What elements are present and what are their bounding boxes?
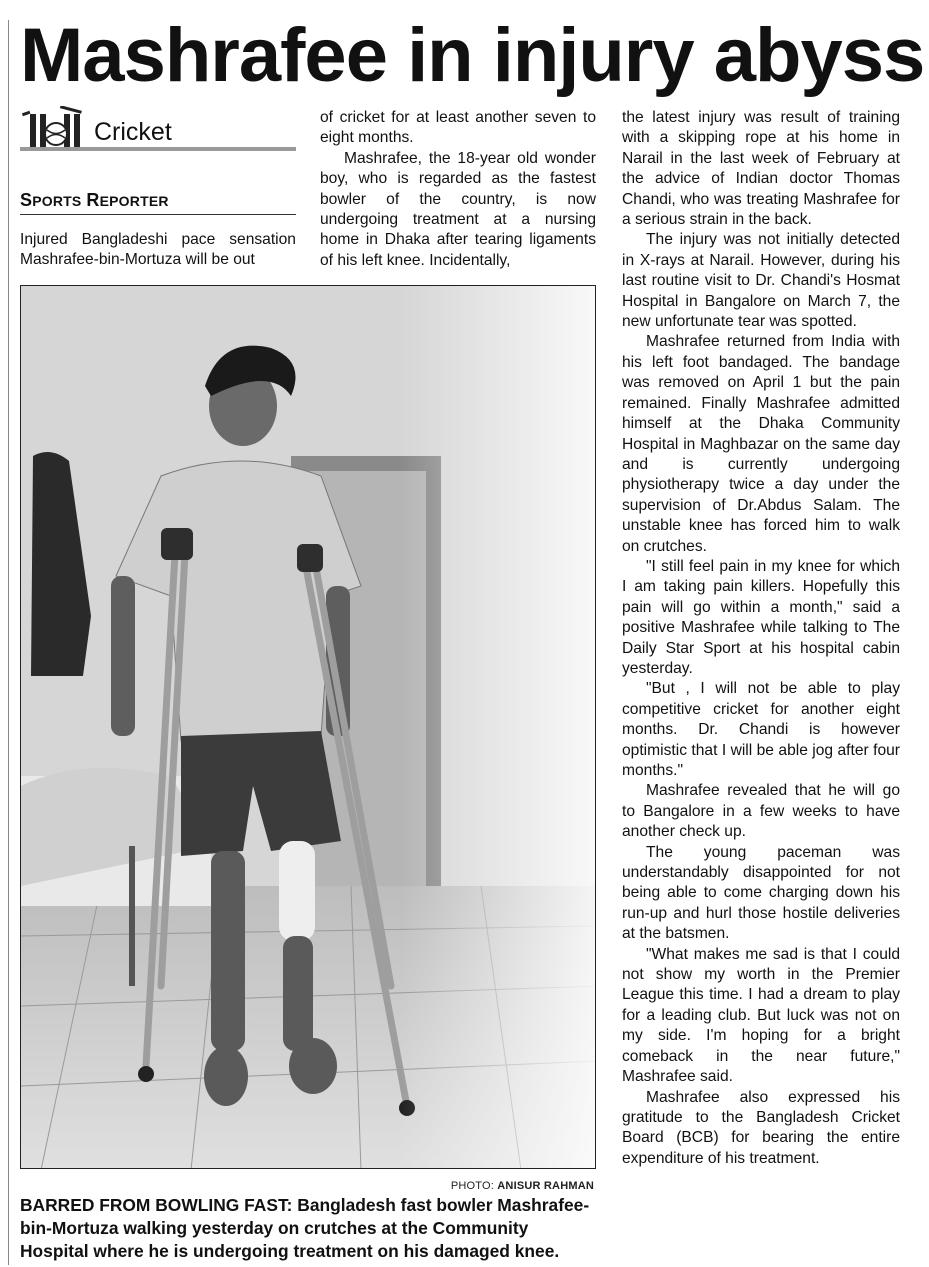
section-tag: [20, 106, 296, 152]
paragraph-5: "I still feel pain in my knee for which I am taking pain killers. Hopefully this pain will go within a month," said a positive Mashrafee while talking to The Daily Star Sport at his hospital cabin yesterday.: [622, 557, 900, 677]
column-3: [622, 108, 900, 1169]
cricket-logo-icon: [20, 106, 90, 150]
paragraph-8: The young paceman was understandably disappointed for not being able to come charging down his run-up and hurl those hostile deliveries at the batsmen.: [622, 843, 900, 943]
paragraph-2-continued: the latest injury was result of training with a skipping rope at his home in Narail in the last week of February at the advice of Indian doctor Thomas Chandi, who was treating Mashrafee for a serious strain in the back.: [622, 109, 900, 229]
section-rule: [20, 147, 296, 151]
byline-rest-2: EPORTER: [99, 193, 169, 209]
photo-caption: BARRED FROM BOWLING FAST: Bangladesh fast bowler Mashrafee-bin-Mortuza walking yesterday on crutches at the Community Hospital where he is undergoing treatment on his damaged knee.: [20, 1195, 590, 1261]
byline-initial-2: R: [86, 190, 100, 210]
byline-rule: [20, 214, 296, 215]
paragraph-4: Mashrafee returned from India with his left foot bandaged. The bandage was removed on April 1 but the pain remained. Finally Mashrafee admitted himself at the Dhaka Community Hospital in Maghbazar on the same day and is currently undergoing physiotherapy twice a day under the supervision of Dr.Abdus Salam. The unstable knee has forced him to walk on crutches.: [622, 333, 900, 555]
headline: Mashrafee in injury abyss: [20, 13, 925, 98]
byline-initial-1: S: [20, 190, 33, 210]
paragraph-2: Mashrafee, the 18-year old wonder boy, who is regarded as the fastest bowler of the country, is now undergoing treatment at a nursing home in Dhaka after tearing ligaments of his left knee. Incidentally,: [320, 149, 596, 269]
byline: [20, 190, 296, 211]
lead-paragraph: Injured Bangladeshi pace sensation Mashrafee-bin-Mortuza will be out: [20, 231, 296, 269]
paragraph-7: Mashrafee revealed that he will go to Bangalore in a few weeks to have another check up.: [622, 782, 900, 841]
paragraph-9: "What makes me sad is that I could not show my worth in the Premier League this time. I had a dream to play for a leading club. But luck was not on my side. I'm hoping for a bright comeback in the near future," Mashrafee said.: [622, 945, 900, 1086]
column-1: [20, 230, 296, 271]
paragraph-10: Mashrafee also expressed his gratitude to the Bangladesh Cricket Board (BCB) for bearing the entire expenditure of his treatment.: [622, 1088, 900, 1167]
paragraph-3: The injury was not initially detected in X-rays at Narail. However, during his last routine visit to Dr. Chandi's Hosmat Hospital in Bangalore on March 7, the new unfortunate tear was spotted.: [622, 231, 900, 331]
column-2: [320, 108, 596, 271]
section-label: Cricket: [94, 118, 172, 146]
paragraph-6: "But , I will not be able to play competitive cricket for another eight months. Dr. Chandi is however optimistic that I will be able jog after four months.": [622, 680, 900, 779]
lead-paragraph-continued: of cricket for at least another seven to eight months.: [320, 109, 596, 147]
news-photo: [20, 285, 596, 1169]
photo-illustration: [21, 286, 596, 1169]
page-edge-rule: [8, 20, 9, 1265]
photo-credit-name: ANISUR RAHMAN: [497, 1180, 594, 1192]
photo-credit-label: PHOTO:: [450, 1180, 495, 1192]
photo-credit: [300, 1180, 594, 1192]
byline-rest-1: PORTS: [32, 193, 82, 209]
